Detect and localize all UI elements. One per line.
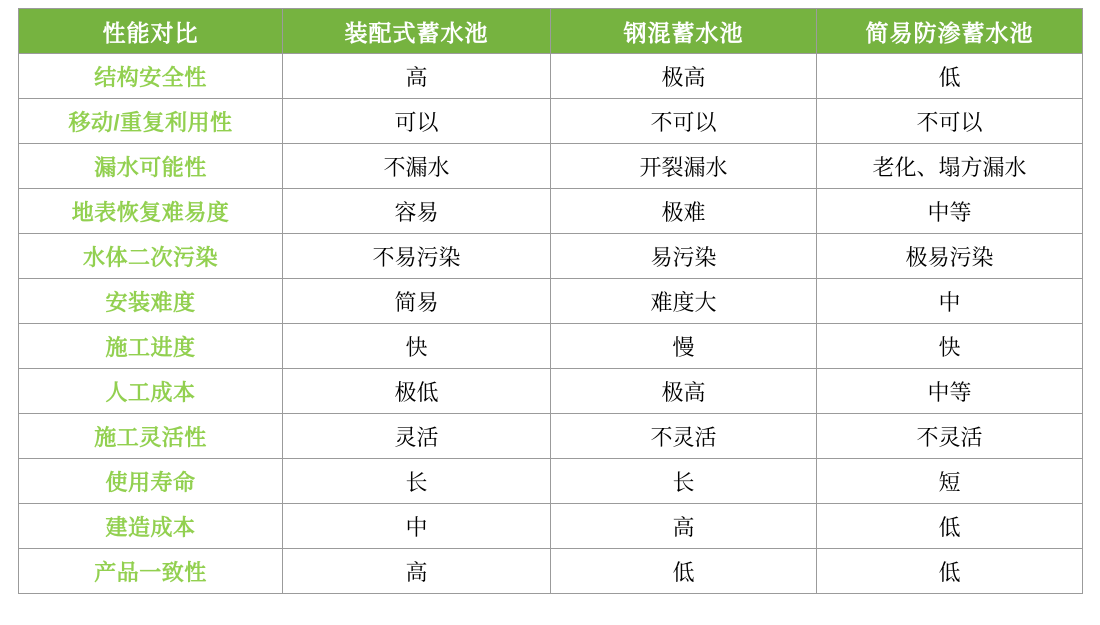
row-value-modular: 极低	[283, 369, 551, 414]
row-value-simple: 老化、塌方漏水	[817, 144, 1083, 189]
row-value-concrete: 不灵活	[551, 414, 817, 459]
row-value-modular: 不易污染	[283, 234, 551, 279]
row-value-concrete: 极高	[551, 369, 817, 414]
row-value-modular: 快	[283, 324, 551, 369]
table-row	[19, 144, 1083, 189]
row-value-simple: 不可以	[817, 99, 1083, 144]
column-header-criteria: 性能对比	[19, 9, 283, 54]
row-value-concrete: 长	[551, 459, 817, 504]
row-value-modular: 高	[283, 549, 551, 594]
row-value-modular: 简易	[283, 279, 551, 324]
row-label: 安装难度	[19, 279, 283, 324]
row-value-simple: 低	[817, 504, 1083, 549]
row-label: 人工成本	[19, 369, 283, 414]
row-value-concrete: 高	[551, 504, 817, 549]
row-value-concrete: 不可以	[551, 99, 817, 144]
row-value-simple: 低	[817, 54, 1083, 99]
row-label: 水体二次污染	[19, 234, 283, 279]
table-header	[19, 9, 1083, 54]
table-row	[19, 459, 1083, 504]
table-header-row	[19, 9, 1083, 54]
row-value-concrete: 开裂漏水	[551, 144, 817, 189]
row-value-simple: 快	[817, 324, 1083, 369]
row-value-modular: 容易	[283, 189, 551, 234]
row-value-modular: 中	[283, 504, 551, 549]
table-row	[19, 234, 1083, 279]
column-header-modular-tank: 装配式蓄水池	[283, 9, 551, 54]
table-row	[19, 189, 1083, 234]
table-row	[19, 54, 1083, 99]
row-value-modular: 高	[283, 54, 551, 99]
table-row	[19, 279, 1083, 324]
performance-comparison-table	[18, 8, 1083, 594]
row-value-simple: 中等	[817, 369, 1083, 414]
row-value-modular: 灵活	[283, 414, 551, 459]
row-value-concrete: 慢	[551, 324, 817, 369]
column-header-simple-tank: 简易防渗蓄水池	[817, 9, 1083, 54]
row-value-modular: 可以	[283, 99, 551, 144]
row-label: 建造成本	[19, 504, 283, 549]
row-value-concrete: 易污染	[551, 234, 817, 279]
row-label: 地表恢复难易度	[19, 189, 283, 234]
row-value-simple: 不灵活	[817, 414, 1083, 459]
row-label: 使用寿命	[19, 459, 283, 504]
table-row	[19, 414, 1083, 459]
table-body	[19, 54, 1083, 594]
row-value-modular: 长	[283, 459, 551, 504]
row-value-simple: 短	[817, 459, 1083, 504]
table-row	[19, 369, 1083, 414]
row-value-concrete: 极难	[551, 189, 817, 234]
row-value-concrete: 低	[551, 549, 817, 594]
row-label: 漏水可能性	[19, 144, 283, 189]
row-value-simple: 极易污染	[817, 234, 1083, 279]
row-value-modular: 不漏水	[283, 144, 551, 189]
table-row	[19, 324, 1083, 369]
row-value-concrete: 难度大	[551, 279, 817, 324]
table-row	[19, 549, 1083, 594]
column-header-concrete-tank: 钢混蓄水池	[551, 9, 817, 54]
row-label: 移动/重复利用性	[19, 99, 283, 144]
row-label: 产品一致性	[19, 549, 283, 594]
row-value-simple: 中等	[817, 189, 1083, 234]
row-value-simple: 低	[817, 549, 1083, 594]
row-label: 施工进度	[19, 324, 283, 369]
row-value-simple: 中	[817, 279, 1083, 324]
row-label: 结构安全性	[19, 54, 283, 99]
table-row	[19, 504, 1083, 549]
row-value-concrete: 极高	[551, 54, 817, 99]
row-label: 施工灵活性	[19, 414, 283, 459]
table-row	[19, 99, 1083, 144]
